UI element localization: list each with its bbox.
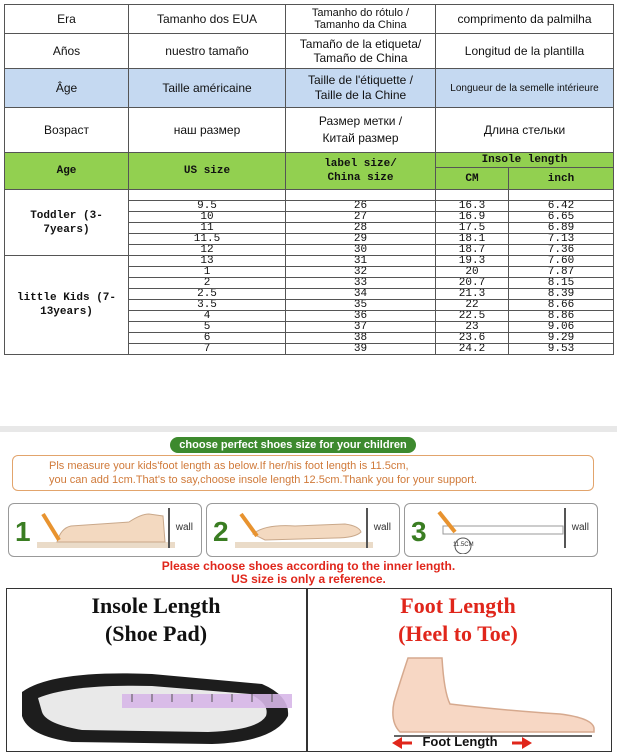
lang-row-russian xyxy=(5,108,614,153)
step-number: 3 xyxy=(411,516,427,547)
table-row: 10 27 16.9 6.65 xyxy=(5,212,614,223)
wall-label: wall xyxy=(571,522,589,533)
cell-era: Era xyxy=(5,5,129,34)
table-row: 3.5 35 22 8.66 xyxy=(5,300,614,311)
step-2-panel xyxy=(206,503,400,557)
insole-title-line2: (Shoe Pad) xyxy=(104,621,208,646)
measure-tag: 11.5CM xyxy=(453,542,474,548)
blank-row xyxy=(5,190,614,201)
cell-age-fr: Âge xyxy=(5,69,129,108)
foot-diagram xyxy=(330,652,600,738)
size-chart-table xyxy=(4,4,614,355)
step-number: 2 xyxy=(213,516,229,547)
table-row: 5 37 23 9.06 xyxy=(5,322,614,333)
guide-note xyxy=(12,455,594,491)
english-header-row xyxy=(5,153,614,168)
header-us-size: US size xyxy=(129,153,286,190)
lang-row-french xyxy=(5,69,614,108)
step-3-panel xyxy=(404,503,598,557)
cell-us-size-es: nuestro tamaño xyxy=(129,34,286,69)
cell-label-size-es: Tamaño de la etiqueta/ Tamaño de China xyxy=(286,34,436,69)
foot-length-label: Foot Length xyxy=(422,734,498,749)
cell-age-ru: Возраст xyxy=(5,108,129,153)
table-row: 4 36 22.5 8.86 xyxy=(5,311,614,322)
foot-title xyxy=(318,592,598,648)
comparison-divider xyxy=(306,588,308,752)
table-row: 11 28 17.5 6.89 xyxy=(5,223,614,234)
wall-label: wall xyxy=(175,522,193,533)
table-row: 7 39 24.2 9.53 xyxy=(5,344,614,355)
cell-label-size-ru: Размер метки / Китай размер xyxy=(286,108,436,153)
cell-anos: Años xyxy=(5,34,129,69)
foot-title-line2: (Heel to Toe) xyxy=(398,621,518,646)
insole-title xyxy=(16,592,296,648)
guide-note-line1: Pls measure your kids'foot length as below.If her/his foot length is 11.5cm, xyxy=(49,460,409,472)
foot-outline-icon xyxy=(235,508,375,554)
guide-warning-line2: US size is only a reference. xyxy=(231,572,386,586)
table-row: little Kids (7- 13years) 13 31 19.3 7.60 xyxy=(5,256,614,267)
table-row: 2.5 34 21.3 8.39 xyxy=(5,289,614,300)
cell-insole-fr: Longueur de la semelle intérieure xyxy=(436,69,614,108)
header-insole-length: Insole length xyxy=(436,153,614,168)
cell-insole-ru: Длина стельки xyxy=(436,108,614,153)
header-inch: inch xyxy=(509,168,614,190)
insole-photo xyxy=(12,662,298,750)
guide-note-line2: you can add 1cm.That's to say,choose insole length 12.5cm.Thank you for your support. xyxy=(49,474,478,486)
guide-warning-line1: Please choose shoes according to the inner length. xyxy=(161,559,456,573)
guide-banner: choose perfect shoes size for your children xyxy=(170,437,416,453)
cell-us-size-ru: наш размер xyxy=(129,108,286,153)
lang-row-spanish xyxy=(5,34,614,69)
table-row: 11.5 29 18.1 7.13 xyxy=(5,234,614,245)
insole-title-line1: Insole Length xyxy=(91,593,221,618)
group-age-little-kids: little Kids (7- 13years) xyxy=(5,256,129,355)
cell-label-size-pt: Tamanho do rótulo / Tamanho da China xyxy=(286,5,436,34)
step-number: 1 xyxy=(15,516,31,547)
foot-on-paper-icon xyxy=(37,508,177,554)
header-age: Age xyxy=(5,153,129,190)
foot-title-line1: Foot Length xyxy=(400,593,516,618)
lang-row-portuguese xyxy=(5,5,614,34)
header-cm: CM xyxy=(436,168,509,190)
cell-insole-pt: comprimento da palmilha xyxy=(436,5,614,34)
wall-label: wall xyxy=(373,522,391,533)
table-row: 1 32 20 7.87 xyxy=(5,267,614,278)
cell-us-size-pt: Tamanho dos EUA xyxy=(129,5,286,34)
table-row: 9.5 26 16.3 6.42 xyxy=(5,201,614,212)
cell-label-size-fr: Taille de l'étiquette / Taille de la Chine xyxy=(286,69,436,108)
step-1-panel xyxy=(8,503,202,557)
cell-insole-es: Longitud de la plantilla xyxy=(436,34,614,69)
cell-us-size-fr: Taille américaine xyxy=(129,69,286,108)
table-row: 12 30 18.7 7.36 xyxy=(5,245,614,256)
table-row: 2 33 20.7 8.15 xyxy=(5,278,614,289)
group-age-toddler: Toddler (3- 7years) xyxy=(5,190,129,256)
table-row: 6 38 23.6 9.29 xyxy=(5,333,614,344)
header-label-size: label size/ China size xyxy=(286,153,436,190)
